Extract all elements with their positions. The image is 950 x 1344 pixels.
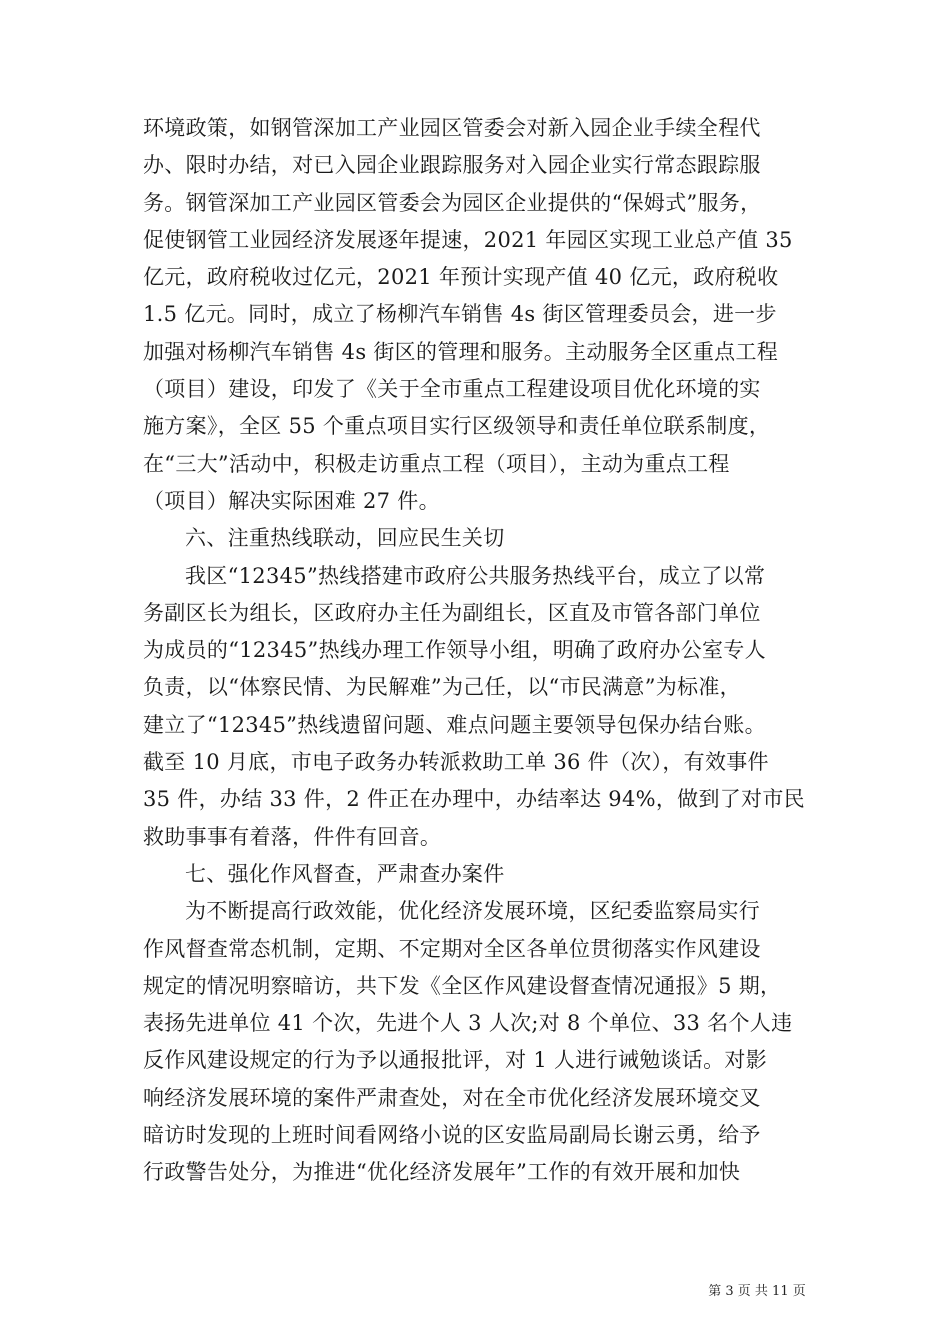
text-line: 亿元，政府税收过亿元，2021 年预计实现产值 40 亿元，政府税收: [143, 265, 779, 290]
body-text: [143, 110, 807, 1192]
text-line: 负责，以“体察民情、为民解难”为己任，以“市民满意”为标准，: [143, 675, 741, 700]
text-line: 规定的情况明察暗访，共下发《全区作风建设督查情况通报》5 期，: [143, 973, 782, 998]
text-line: 截至 10 月底，市电子政务办转派救助工单 36 件（次），有效事件: [143, 750, 769, 775]
text-line: 表扬先进单位 41 个次，先进个人 3 人次;对 8 个单位、33 名个人违: [143, 1011, 793, 1036]
text-line: 环境政策，如钢管深加工产业园区管委会对新入园企业手续全程代: [143, 116, 761, 140]
text-line: 加强对杨柳汽车销售 4s 街区的管理和服务。主动服务全区重点工程: [143, 339, 779, 364]
text-line: 六、注重热线联动，回应民生关切: [185, 526, 505, 551]
text-line: 办、限时办结，对已入园企业跟踪服务对入园企业实行常态跟踪服: [143, 153, 761, 178]
text-line: （项目）解决实际困难 27 件。: [143, 488, 440, 513]
text-line: 暗访时发现的上班时间看网络小说的区安监局副局长谢云勇，给予: [143, 1123, 761, 1148]
text-line: 作风督查常态机制，定期、不定期对全区各单位贯彻落实作风建设: [143, 936, 761, 961]
text-line: 1.5 亿元。同时，成立了杨柳汽车销售 4s 街区管理委员会，进一步: [143, 302, 777, 327]
text-line: 救助事事有着落，件件有回音。: [143, 824, 442, 849]
text-line: （项目）建设，印发了《关于全市重点工程建设项目优化环境的实: [143, 377, 761, 402]
text-line: 我区“12345”热线搭建市政府公共服务热线平台，成立了以常: [185, 563, 766, 588]
text-line: 建立了“12345”热线遗留问题、难点问题主要领导包保办结台账。: [143, 712, 766, 737]
page-number: 第 3 页 共 11 页: [708, 1284, 806, 1299]
text-line: 响经济发展环境的案件严肃查处，对在全市优化经济发展环境交叉: [143, 1085, 761, 1110]
text-line: 施方案》，全区 55 个重点项目实行区级领导和责任单位联系制度，: [143, 414, 771, 439]
text-line: 促使钢管工业园经济发展逐年提速，2021 年园区实现工业总产值 35: [143, 227, 793, 252]
page-footer: [0, 1283, 950, 1301]
text-line: 务副区长为组长，区政府办主任为副组长，区直及市管各部门单位: [143, 600, 761, 625]
text-line: 务。钢管深加工产业园区管委会为园区企业提供的“保姆式”服务，: [143, 190, 762, 215]
text-line: 35 件，办结 33 件，2 件正在办理中，办结率达 94%，做到了对市民: [143, 787, 805, 812]
text-line: 在“三大”活动中，积极走访重点工程（项目），主动为重点工程: [143, 451, 730, 476]
text-line: 反作风建设规定的行为予以通报批评，对 1 人进行诫勉谈话。对影: [143, 1048, 768, 1073]
text-line: 七、强化作风督查，严肃查办案件: [185, 861, 505, 886]
text-line: 为不断提高行政效能，优化经济发展环境，区纪委监察局实行: [185, 899, 761, 924]
text-line: 行政警告处分，为推进“优化经济发展年”工作的有效开展和加快: [143, 1160, 741, 1185]
text-line: 为成员的“12345”热线办理工作领导小组，明确了政府办公室专人: [143, 638, 766, 663]
